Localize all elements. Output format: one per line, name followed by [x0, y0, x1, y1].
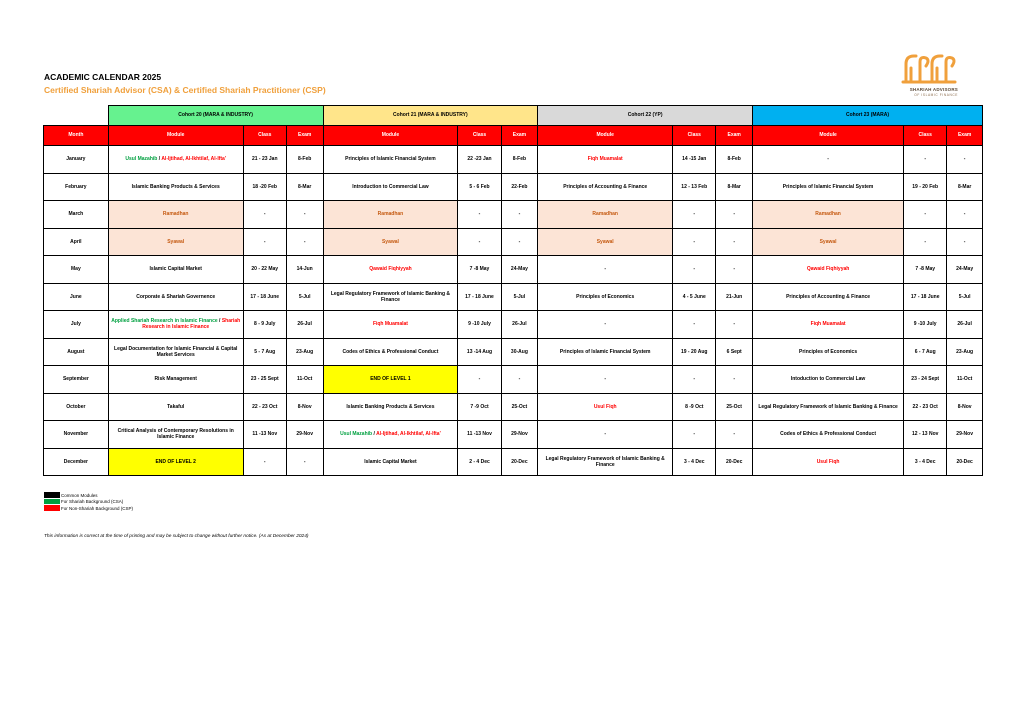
class-cell: 2 - 4 Dec	[458, 448, 501, 476]
exam-cell: 6 Sept	[716, 338, 753, 366]
logo-tagline: OF ISLAMIC FINANCE	[914, 93, 958, 97]
module-cell: Critical Analysis of Contemporary Resolutions in Islamic Finance	[108, 421, 243, 449]
month-cell: April	[44, 228, 109, 256]
class-header: Class	[458, 126, 501, 146]
legend	[44, 492, 133, 512]
class-cell: 23 - 25 Sept	[243, 366, 286, 394]
calendar-table	[43, 105, 983, 476]
class-cell: -	[243, 448, 286, 476]
class-cell: 20 - 22 May	[243, 256, 286, 284]
page-subtitle: Certified Shariah Advisor (CSA) & Certified Shariah Practitioner (CSP)	[44, 85, 326, 95]
module-cell: Takaful	[108, 393, 243, 421]
exam-cell: -	[286, 228, 323, 256]
module-cell: Legal Regulatory Framework of Islamic Banking & Finance	[538, 448, 673, 476]
table-row	[44, 201, 983, 229]
legend-label: For Non-Shariah Background (CSP)	[61, 505, 134, 511]
cohort-22-header: Cohort 22 (YP)	[538, 106, 753, 126]
class-cell: 3 - 4 Dec	[904, 448, 947, 476]
legend-label: For Shariah Background (CSA)	[61, 499, 124, 504]
module-cell: Syawal	[538, 228, 673, 256]
module-cell: -	[538, 366, 673, 394]
class-cell: 7 -8 May	[458, 256, 501, 284]
class-cell: -	[673, 228, 716, 256]
exam-cell: 8-Nov	[286, 393, 323, 421]
table-row	[44, 338, 983, 366]
month-cell: November	[44, 421, 109, 449]
module-cell: Ramadhan	[323, 201, 458, 229]
module-cell: Principles of Economics	[753, 338, 904, 366]
legend-swatch-red	[44, 505, 60, 511]
end-of-level-cell: END OF LEVEL 2	[108, 448, 243, 476]
module-cell: Fiqh Muamalat	[323, 311, 458, 339]
exam-cell: 5-Jul	[947, 283, 983, 311]
table-row	[44, 146, 983, 174]
class-cell: -	[673, 201, 716, 229]
month-cell: June	[44, 283, 109, 311]
table-row	[44, 256, 983, 284]
class-cell: 18 -20 Feb	[243, 173, 286, 201]
legend-swatch-green	[44, 499, 60, 505]
module-cell: Applied Shariah Research in Islamic Finance / Shariah Research in Islamic Finance	[108, 311, 243, 339]
table-row	[44, 421, 983, 449]
exam-cell: 30-Aug	[501, 338, 538, 366]
class-cell: -	[904, 228, 947, 256]
exam-cell: 26-Jul	[501, 311, 538, 339]
class-cell: 23 - 24 Sept	[904, 366, 947, 394]
module-cell: Fiqh Muamalat	[753, 311, 904, 339]
page-title: ACADEMIC CALENDAR 2025	[44, 72, 162, 82]
exam-cell: -	[716, 311, 753, 339]
exam-cell: 8-Mar	[286, 173, 323, 201]
class-cell: 17 - 18 June	[904, 283, 947, 311]
legend-item	[44, 492, 133, 498]
legend-swatch-black	[44, 492, 60, 498]
month-cell: March	[44, 201, 109, 229]
module-cell: Islamic Capital Market	[108, 256, 243, 284]
module-cell: Usul Fiqh	[753, 448, 904, 476]
module-cell: Principles of Islamic Financial System	[538, 338, 673, 366]
module-cell: Fiqh Muamalat	[538, 146, 673, 174]
module-cell: Principles of Economics	[538, 283, 673, 311]
exam-cell: -	[286, 448, 323, 476]
cohort-20-header: Cohort 20 (MARA & INDUSTRY)	[108, 106, 323, 126]
module-header: Module	[538, 126, 673, 146]
module-cell: Usul Mazahib / Al-Ijtihad, Al-Ikhtilaf, Al-Ifta'	[323, 421, 458, 449]
class-cell: -	[904, 201, 947, 229]
legend-label: Common Modules	[61, 492, 98, 498]
exam-cell: 29-Nov	[501, 421, 538, 449]
class-cell: 8 -9 Oct	[673, 393, 716, 421]
class-cell: 6 - 7 Aug	[904, 338, 947, 366]
table-row	[44, 393, 983, 421]
class-cell: 14 -15 Jan	[673, 146, 716, 174]
class-cell: 5 - 7 Aug	[243, 338, 286, 366]
exam-cell: 20-Dec	[716, 448, 753, 476]
table-row	[44, 283, 983, 311]
class-cell: -	[243, 201, 286, 229]
module-header: Module	[753, 126, 904, 146]
class-cell: 17 - 18 June	[243, 283, 286, 311]
module-cell: Ramadhan	[538, 201, 673, 229]
module-cell: Usul Fiqh	[538, 393, 673, 421]
module-cell: Principles of Accounting & Finance	[538, 173, 673, 201]
month-cell: January	[44, 146, 109, 174]
module-header: Module	[323, 126, 458, 146]
module-cell: Principles of Islamic Financial System	[753, 173, 904, 201]
module-cell: Usul Mazahib / Al-Ijtihad, Al-Ikhtilaf, Al-Ifta'	[108, 146, 243, 174]
logo	[900, 52, 958, 102]
exam-cell: 29-Nov	[947, 421, 983, 449]
class-cell: 7 -9 Oct	[458, 393, 501, 421]
module-cell: Ramadhan	[753, 201, 904, 229]
disclaimer-note: This information is correct at the time of printing and may be subject to change without further notice. (As at December 2024)	[44, 534, 309, 539]
exam-cell: -	[501, 366, 538, 394]
class-cell: -	[673, 256, 716, 284]
month-cell: December	[44, 448, 109, 476]
class-cell: 12 - 13 Feb	[673, 173, 716, 201]
module-cell: Qawaid Fiqhiyyah	[323, 256, 458, 284]
exam-cell: 14-Jun	[286, 256, 323, 284]
end-of-level-cell: END OF LEVEL 1	[323, 366, 458, 394]
exam-cell: 26-Jul	[286, 311, 323, 339]
class-cell: 3 - 4 Dec	[673, 448, 716, 476]
blank-corner	[44, 106, 109, 126]
class-cell: 4 - 5 June	[673, 283, 716, 311]
class-cell: 19 - 20 Aug	[673, 338, 716, 366]
module-cell: Legal Regulatory Framework of Islamic Banking & Finance	[753, 393, 904, 421]
table-row	[44, 366, 983, 394]
month-cell: July	[44, 311, 109, 339]
exam-cell: 8-Feb	[501, 146, 538, 174]
class-cell: -	[673, 366, 716, 394]
legend-item	[44, 505, 133, 511]
month-cell: August	[44, 338, 109, 366]
class-cell: 17 - 18 June	[458, 283, 501, 311]
class-cell: 11 -13 Nov	[458, 421, 501, 449]
exam-cell: 23-Aug	[947, 338, 983, 366]
exam-cell: 8-Mar	[947, 173, 983, 201]
class-cell: 5 - 6 Feb	[458, 173, 501, 201]
exam-cell: 5-Jul	[501, 283, 538, 311]
exam-cell: -	[947, 201, 983, 229]
month-cell: May	[44, 256, 109, 284]
module-header: Module	[108, 126, 243, 146]
exam-cell: 8-Feb	[716, 146, 753, 174]
exam-cell: 23-Aug	[286, 338, 323, 366]
class-cell: 7 -8 May	[904, 256, 947, 284]
module-cell: Legal Regulatory Framework of Islamic Banking & Finance	[323, 283, 458, 311]
module-cell: Islamic Capital Market	[323, 448, 458, 476]
class-cell: 21 - 23 Jan	[243, 146, 286, 174]
module-cell: -	[538, 421, 673, 449]
module-cell: Islamic Banking Products & Services	[108, 173, 243, 201]
class-cell: -	[673, 311, 716, 339]
table-row	[44, 448, 983, 476]
module-cell: Corporate & Shariah Governence	[108, 283, 243, 311]
class-cell: -	[243, 228, 286, 256]
month-header: Month	[44, 126, 109, 146]
class-cell: -	[673, 421, 716, 449]
column-header-row	[44, 126, 983, 146]
module-cell: Risk Management	[108, 366, 243, 394]
exam-cell: -	[947, 228, 983, 256]
module-cell: Syawal	[108, 228, 243, 256]
module-cell: Ramadhan	[108, 201, 243, 229]
exam-cell: 8-Nov	[947, 393, 983, 421]
exam-header: Exam	[947, 126, 983, 146]
exam-cell: 8-Feb	[286, 146, 323, 174]
exam-cell: 24-May	[501, 256, 538, 284]
class-header: Class	[904, 126, 947, 146]
exam-cell: 25-Oct	[716, 393, 753, 421]
cohort-23-header: Cohort 23 (MARA)	[753, 106, 983, 126]
module-cell: -	[753, 146, 904, 174]
exam-cell: 20-Dec	[501, 448, 538, 476]
class-cell: -	[904, 146, 947, 174]
module-cell: Codes of Ethics & Professional Conduct	[753, 421, 904, 449]
module-cell: Codes of Ethics & Professional Conduct	[323, 338, 458, 366]
exam-cell: 29-Nov	[286, 421, 323, 449]
exam-cell: 8-Mar	[716, 173, 753, 201]
class-cell: 11 -13 Nov	[243, 421, 286, 449]
module-cell: Qawaid Fiqhiyyah	[753, 256, 904, 284]
exam-cell: 21-Jun	[716, 283, 753, 311]
module-cell: Syawal	[753, 228, 904, 256]
exam-cell: 24-May	[947, 256, 983, 284]
exam-header: Exam	[716, 126, 753, 146]
module-cell: Principles of Islamic Financial System	[323, 146, 458, 174]
exam-cell: 20-Dec	[947, 448, 983, 476]
exam-cell: -	[716, 366, 753, 394]
logo-icon	[900, 52, 958, 86]
month-cell: September	[44, 366, 109, 394]
module-cell: -	[538, 311, 673, 339]
module-cell: Introduction to Commercial Law	[323, 173, 458, 201]
exam-cell: 26-Jul	[947, 311, 983, 339]
class-cell: 22 -23 Jan	[458, 146, 501, 174]
class-header: Class	[243, 126, 286, 146]
class-cell: 13 -14 Aug	[458, 338, 501, 366]
month-cell: October	[44, 393, 109, 421]
exam-cell: -	[286, 201, 323, 229]
module-cell: Islamic Banking Products & Services	[323, 393, 458, 421]
exam-cell: 11-Oct	[947, 366, 983, 394]
exam-cell: 5-Jul	[286, 283, 323, 311]
class-cell: 8 - 9 July	[243, 311, 286, 339]
table-row	[44, 311, 983, 339]
exam-cell: -	[716, 228, 753, 256]
exam-cell: -	[716, 256, 753, 284]
legend-item	[44, 499, 133, 505]
exam-cell: -	[716, 201, 753, 229]
exam-cell: -	[501, 201, 538, 229]
class-cell: -	[458, 366, 501, 394]
exam-header: Exam	[286, 126, 323, 146]
exam-cell: 11-Oct	[286, 366, 323, 394]
module-cell: -	[538, 256, 673, 284]
month-cell: February	[44, 173, 109, 201]
exam-cell: -	[716, 421, 753, 449]
module-cell: Intoduction to Commercial Law	[753, 366, 904, 394]
class-cell: 9 -10 July	[904, 311, 947, 339]
class-header: Class	[673, 126, 716, 146]
exam-header: Exam	[501, 126, 538, 146]
table-row	[44, 173, 983, 201]
exam-cell: 22-Feb	[501, 173, 538, 201]
table-row	[44, 228, 983, 256]
class-cell: -	[458, 228, 501, 256]
module-cell: Principles of Accounting & Finance	[753, 283, 904, 311]
module-cell: Legal Documentation for Islamic Financial & Capital Market Services	[108, 338, 243, 366]
class-cell: 12 - 13 Nov	[904, 421, 947, 449]
class-cell: 9 -10 July	[458, 311, 501, 339]
class-cell: 19 - 20 Feb	[904, 173, 947, 201]
exam-cell: 25-Oct	[501, 393, 538, 421]
class-cell: -	[458, 201, 501, 229]
cohort-header-row	[44, 106, 983, 126]
cohort-21-header: Cohort 21 (MARA & INDUSTRY)	[323, 106, 538, 126]
class-cell: 22 - 23 Oct	[243, 393, 286, 421]
module-cell: Syawal	[323, 228, 458, 256]
exam-cell: -	[501, 228, 538, 256]
logo-name: SHARIAH ADVISORS	[909, 87, 958, 92]
class-cell: 22 - 23 Oct	[904, 393, 947, 421]
exam-cell: -	[947, 146, 983, 174]
